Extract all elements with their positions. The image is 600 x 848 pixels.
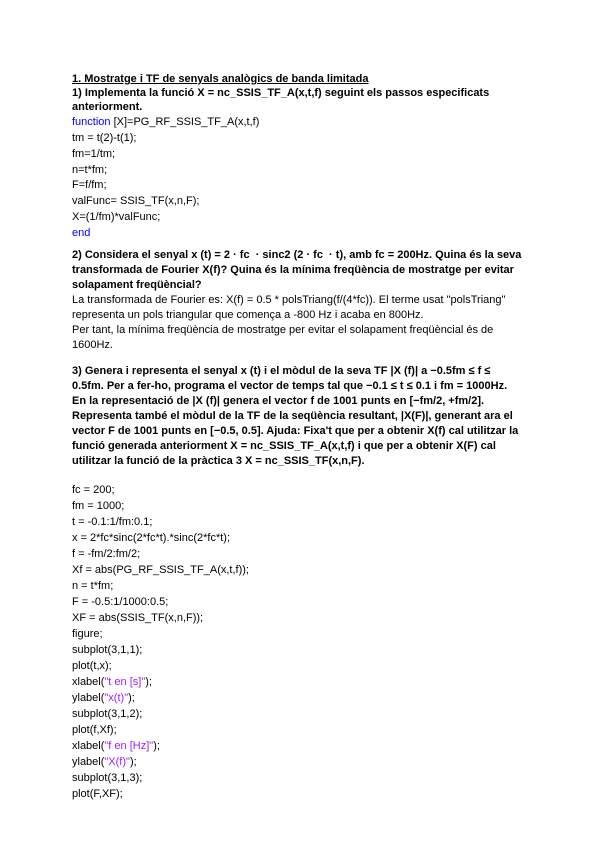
question-2-line-3: solapament freqüèncial?: [72, 279, 202, 291]
code-token: );: [129, 756, 137, 768]
code-token: );: [145, 676, 152, 688]
question-3-line-1: 3) Genera i representa el senyal x (t) i el mòdul de la seva TF |X (f)| a −0.5fm ≤ f ≤: [72, 365, 491, 377]
code-line: fm=1/tm;: [72, 148, 116, 160]
question-1-line-1: 1) Implementa la funció X = nc_SSIS_TF_A(x,t,f) seguint els passos especificats: [72, 87, 490, 99]
code-line: Xf = abs(PG_RF_SSIS_TF_A(x,t,f));: [72, 564, 249, 576]
code-line: subplot(3,1,3);: [72, 772, 143, 784]
question-3-line-2: 0.5fm. Per a fer-ho, programa el vector de temps tal que −0.1 ≤ t ≤ 0.1 i fm = 1000Hz.: [72, 380, 508, 392]
code-token: xlabel(: [72, 676, 105, 688]
code-line: tm = t(2)-t(1);: [72, 132, 137, 144]
question-2-line-2: transformada de Fourier X(f)? Quina és la mínima freqüència de mostratge per evitar: [72, 264, 514, 276]
code-line: valFunc= SSIS_TF(x,n,F);: [72, 195, 200, 207]
code-line: f = -fm/2:fm/2;: [72, 548, 141, 560]
code-line: F=f/fm;: [72, 179, 107, 191]
code-line: plot(F,XF);: [72, 788, 123, 800]
question-1-line-2: anteriorment.: [72, 101, 143, 113]
answer-2-line-2: representa un pols triangular que comença a -800 Hz i acaba en 800Hz.: [72, 309, 424, 321]
code-string: "f en [Hz]": [104, 740, 154, 752]
code-line: F = -0.5:1/1000:0.5;: [72, 596, 169, 608]
question-3-line-3: En la representació de |X (f)| genera el vector f de 1001 punts en [−fm/2, +fm/2].: [72, 395, 485, 407]
code-line-xlabel: [72, 675, 152, 689]
code-line: fc = 200;: [72, 484, 115, 496]
code-line: plot(f,Xf);: [72, 724, 117, 736]
keyword-end: end: [72, 227, 91, 239]
code-line: x = 2*fc*sinc(2*fc*t).*sinc(2*fc*t);: [72, 532, 231, 544]
answer-2-line-1: La transformada de Fourier es: X(f) = 0.5 * polsTriang(f/(4*fc)). El terme usat "polsTriang": [72, 294, 506, 306]
keyword-function: function: [72, 116, 111, 128]
code-line-ylabel: [72, 691, 135, 705]
code-line: plot(t,x);: [72, 660, 112, 672]
code-line: subplot(3,1,1);: [72, 644, 143, 656]
code-token: ylabel(: [72, 756, 105, 768]
code-line: n=t*fm;: [72, 164, 108, 176]
code-function-signature: [72, 115, 259, 129]
code-token: xlabel(: [72, 740, 105, 752]
question-3-line-6: funció generada anteriorment X = nc_SSIS_TF_A(x,t,f) i que per a obtenir X(F) cal: [72, 440, 496, 452]
code-line: figure;: [72, 628, 103, 640]
question-3-line-4: Representa també el mòdul de la TF de la seqüència resultant, |X(F)|, generant ara el: [72, 410, 513, 422]
question-3-line-5: vector F de 1001 punts en [−0.5, 0.5]. Ajuda: Fixa't que per a obtenir X(f) cal utilitzar la: [72, 425, 519, 437]
question-2-line-1: 2) Considera el senyal x (t) = 2 · fc · sinc2 (2 · fc · t), amb fc = 200Hz. Quina és la seva: [72, 249, 522, 261]
code-token: );: [128, 692, 135, 704]
code-line: subplot(3,1,2);: [72, 708, 143, 720]
answer-2-line-3: Per tant, la mínima freqüència de mostratge per evitar el solapament freqüèncial és de: [72, 324, 494, 336]
function-signature-text: [X]=PG_RF_SSIS_TF_A(x,t,f): [110, 116, 260, 128]
code-line: X=(1/fm)*valFunc;: [72, 211, 161, 223]
code-line: XF = abs(SSIS_TF(x,n,F));: [72, 612, 204, 624]
code-string: "x(t)": [104, 692, 129, 704]
question-3-line-7: utilitzar la funció de la pràctica 3 X = nc_SSIS_TF(x,n,F).: [72, 455, 365, 467]
code-line-ylabel: [72, 755, 137, 769]
code-string: "t en [s]": [104, 676, 146, 688]
section-heading: 1. Mostratge i TF de senyals analògics de banda limitada: [72, 73, 369, 85]
code-line-xlabel: [72, 739, 160, 753]
answer-2-line-4: 1600Hz.: [72, 339, 113, 351]
code-token: );: [153, 740, 160, 752]
code-string: "X(f)": [104, 756, 130, 768]
code-token: ylabel(: [72, 692, 105, 704]
code-line: n = t*fm;: [72, 580, 114, 592]
code-line: t = -0.1:1/fm:0.1;: [72, 516, 153, 528]
code-line: fm = 1000;: [72, 500, 125, 512]
